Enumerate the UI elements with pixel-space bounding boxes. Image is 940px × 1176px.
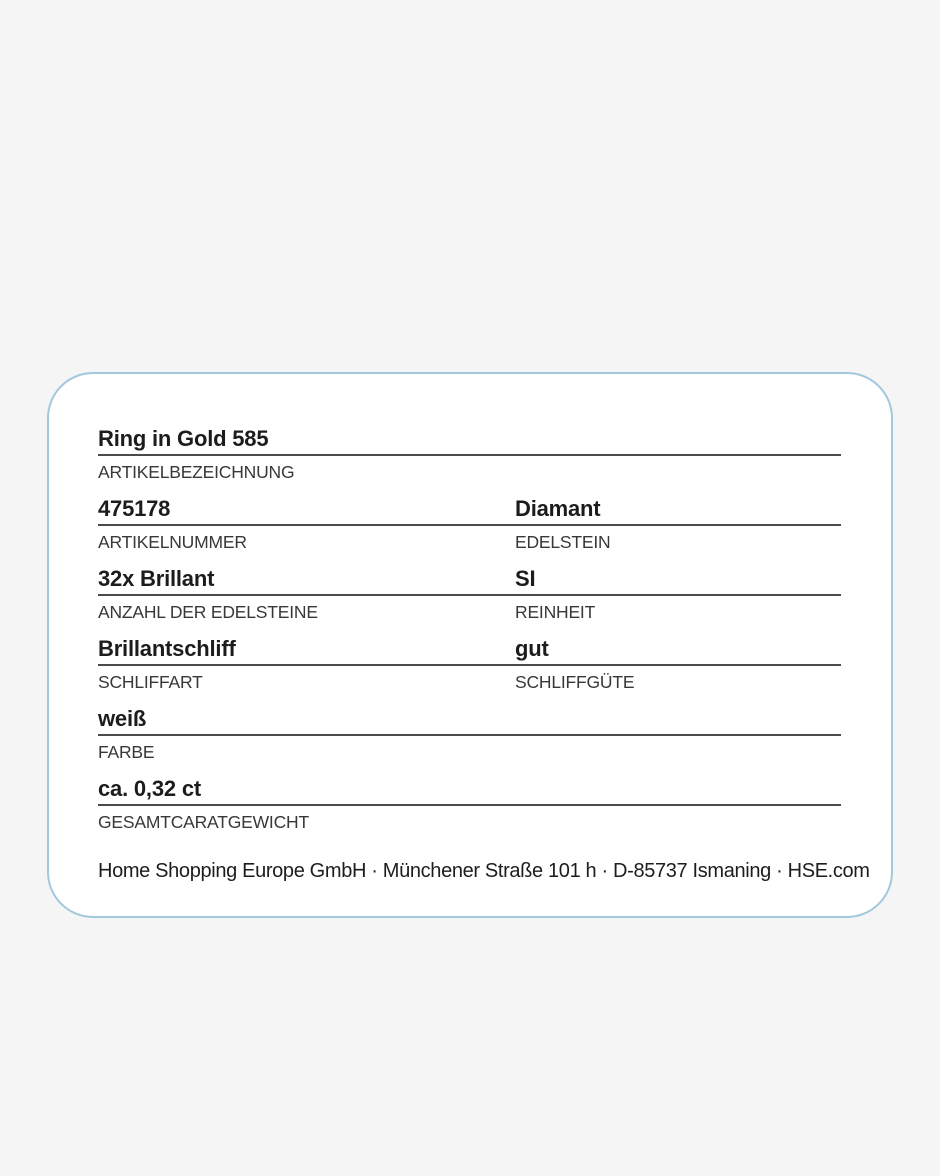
value-line xyxy=(98,774,841,806)
article-name-value: Ring in Gold 585 xyxy=(98,426,269,451)
value-line xyxy=(98,494,841,526)
article-name-label: ARTIKELBEZEICHNUNG xyxy=(98,462,295,482)
value-line xyxy=(98,634,841,666)
spec-row-farbe xyxy=(98,704,841,774)
carat-weight-label: GESAMTCARATGEWICHT xyxy=(98,812,309,832)
cut-quality-label: SCHLIFFGÜTE xyxy=(515,672,635,692)
spec-row-schliffart-schliffguete xyxy=(98,634,841,704)
article-number-label: ARTIKELNUMMER xyxy=(98,532,247,552)
company-address: Home Shopping Europe GmbH · Münchener Straße 101 h · D-85737 Ismaning · HSE.com xyxy=(98,860,870,882)
spec-row-gesamtcaratgewicht xyxy=(98,774,841,844)
spec-row-artikelnummer-edelstein xyxy=(98,494,841,564)
article-number-value: 475178 xyxy=(98,496,171,521)
value-line xyxy=(98,704,841,736)
cut-quality-value: gut xyxy=(515,636,549,661)
carat-weight-value: ca. 0,32 ct xyxy=(98,776,201,801)
clarity-label: REINHEIT xyxy=(515,602,596,622)
label-line xyxy=(98,666,841,694)
cut-type-label: SCHLIFFART xyxy=(98,672,203,692)
label-line xyxy=(98,736,841,764)
label-line xyxy=(98,456,841,484)
label-line xyxy=(98,596,841,624)
label-line xyxy=(98,526,841,554)
spec-row-anzahl-reinheit xyxy=(98,564,841,634)
card-content xyxy=(49,374,891,884)
value-line xyxy=(98,424,841,456)
clarity-value: SI xyxy=(515,566,536,591)
gemstone-label: EDELSTEIN xyxy=(515,532,611,552)
gemstone-value: Diamant xyxy=(515,496,601,521)
spec-row-artikelbezeichnung xyxy=(98,424,841,494)
product-spec-card xyxy=(47,372,893,918)
stone-count-label: ANZAHL DER EDELSTEINE xyxy=(98,602,318,622)
color-label: FARBE xyxy=(98,742,155,762)
value-line xyxy=(98,564,841,596)
stone-count-value: 32x Brillant xyxy=(98,566,215,591)
cut-type-value: Brillantschliff xyxy=(98,636,236,661)
label-line xyxy=(98,806,841,834)
color-value: weiß xyxy=(98,706,147,731)
